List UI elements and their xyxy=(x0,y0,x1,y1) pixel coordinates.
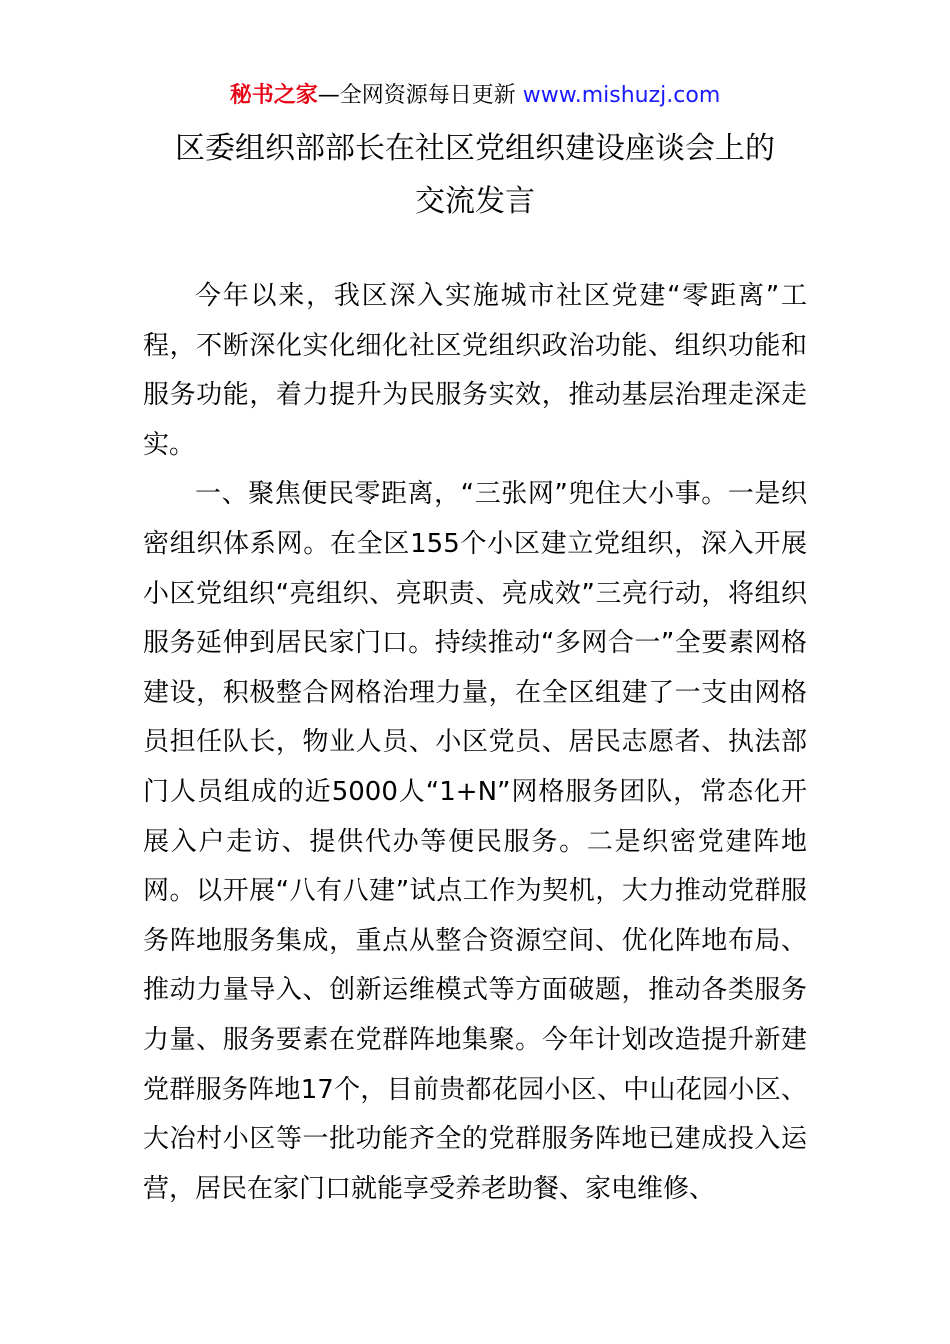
paragraph-section-one: 一、聚焦便民零距离，“三张网”兜住大小事。一是织密组织体系网。在全区155个小区建立党组织，深入开展小区党组织“亮组织、亮职责、亮成效”三亮行动，将组织服务延伸到居民家门口。持续推动“多网合一”全要素网格建设，积极整合网格治理力量，在全区组建了一支由网格员担任队长，物业人员、小区党员、居民志愿者、执法部门人员组成的近5000人“1+N”网格服务团队，常态化开展入户走访、提供代办等便民服务。二是织密党建阵地网。以开展“八有八建”试点工作为契机，大力推动党群服务阵地服务集成，重点从整合资源空间、优化阵地布局、推动力量导入、创新运维模式等方面破题，推动各类服务力量、服务要素在党群阵地集聚。今年计划改造提升新建党群服务阵地17个，目前贵都花园小区、中山花园小区、大冶村小区等一批功能齐全的党群服务阵地已建成投入运营，居民在家门口就能享受养老助餐、家电维修、 xyxy=(143,479,807,1204)
site-brand: 秘书之家 xyxy=(229,83,318,108)
document-body xyxy=(143,272,807,1214)
title-line-1: 区委组织部部长在社区党组织建设座谈会上的 xyxy=(175,131,775,166)
paragraph-intro: 今年以来，我区深入实施城市社区党建“零距离”工程，不断深化实化细化社区党组织政治功能、组织功能和服务功能，着力提升为民服务实效，推动基层治理走深走实。 xyxy=(143,281,807,460)
title-line-2: 交流发言 xyxy=(415,184,535,219)
site-url-link[interactable]: www.mishuzj.com xyxy=(522,83,721,108)
document-title xyxy=(100,122,850,228)
site-tagline: —全网资源每日更新 xyxy=(317,83,516,108)
site-header xyxy=(0,80,950,112)
